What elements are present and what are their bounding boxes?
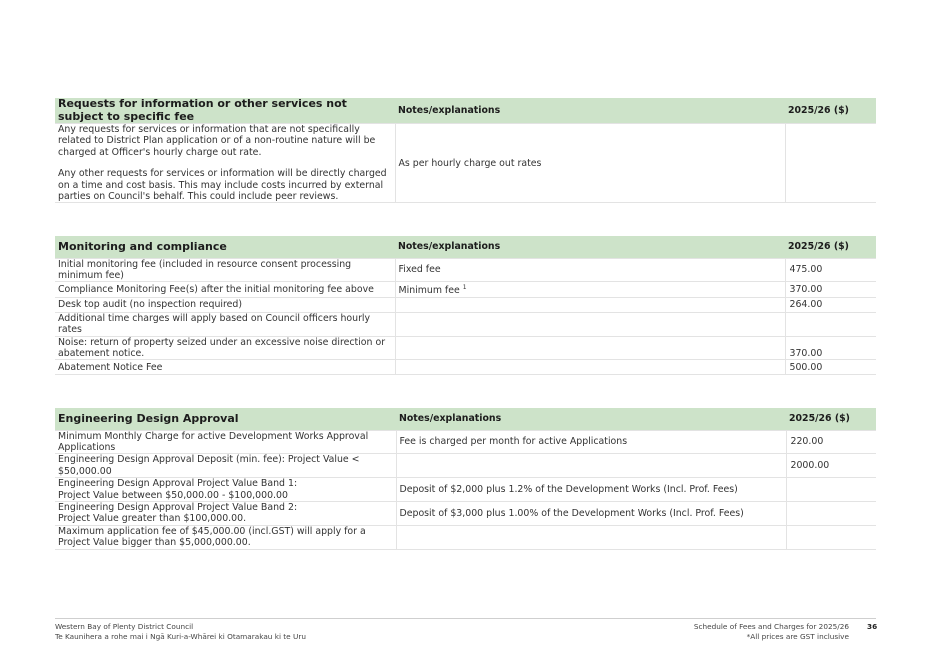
fee-description: Additional time charges will apply based on Council officers hourly rates: [55, 312, 395, 336]
fee-notes: [396, 454, 786, 478]
description-paragraph: Any other requests for services or information will be directly charged on a time and cost basis. This may include costs incurred by external parties on Council's behalf. This could include peer reviews.: [58, 168, 387, 203]
fee-price: 220.00: [786, 430, 876, 454]
org-name: Western Bay of Plenty District Council: [55, 622, 194, 631]
fee-description: [55, 124, 395, 203]
fee-description: [55, 478, 396, 502]
table-row: [55, 297, 876, 312]
fee-description: Compliance Monitoring Fee(s) after the initial monitoring fee above: [55, 282, 395, 298]
table-row: [55, 258, 876, 282]
fee-price: 370.00: [785, 282, 876, 298]
fee-notes: Deposit of $3,000 plus 1.00% of the Development Works (Incl. Prof. Fees): [396, 501, 786, 525]
notes-column-header: Notes/explanations: [395, 98, 785, 124]
fee-notes: Deposit of $2,000 plus 1.2% of the Development Works (Incl. Prof. Fees): [396, 478, 786, 502]
page-number: 36: [867, 622, 878, 631]
fee-notes: Fee is charged per month for active Applications: [396, 430, 786, 454]
fee-notes: [395, 312, 785, 336]
description-line: Engineering Design Approval Project Value Band 1:: [58, 478, 298, 490]
table-row: [55, 454, 876, 478]
footer-document-info: [694, 622, 849, 642]
footer-organisation: [55, 622, 306, 642]
table-row: [55, 478, 876, 502]
notes-column-header: Notes/explanations: [395, 236, 785, 258]
price-column-header: 2025/26 ($): [785, 236, 876, 258]
description-paragraph: Any requests for services or information that are not specifically related to District Plan application or of a non-routine nature will be charged at Officer's hourly charge out rate.: [58, 124, 376, 158]
fee-price: 264.00: [785, 297, 876, 312]
fee-description: Noise: return of property seized under an excessive noise direction or abatement notice.: [55, 336, 395, 360]
price-column-header: 2025/26 ($): [785, 98, 876, 124]
fee-description: [55, 501, 396, 525]
fee-notes: As per hourly charge out rates: [395, 124, 785, 203]
table-row: [55, 525, 876, 549]
table-row: [55, 336, 876, 360]
engineering-design-approval-table: [55, 408, 876, 550]
fee-price: [785, 312, 876, 336]
document-title: Schedule of Fees and Charges for 2025/26: [693, 622, 849, 631]
monitoring-compliance-table: [55, 236, 876, 375]
fee-description: Engineering Design Approval Deposit (min. fee): Project Value < $50,000.00: [55, 454, 396, 478]
requests-fee-table: [55, 98, 876, 203]
fee-notes: [395, 360, 785, 375]
notes-column-header: Notes/explanations: [396, 408, 786, 430]
fee-price: 500.00: [785, 360, 876, 375]
table-row: [55, 360, 876, 375]
footer-divider: [55, 618, 876, 619]
fee-price: 475.00: [785, 258, 876, 282]
fee-price: [786, 478, 876, 502]
fee-notes: [395, 336, 785, 360]
fee-description: Desk top audit (no inspection required): [55, 297, 395, 312]
table-row: [55, 282, 876, 298]
table-title: Requests for information or other services not subject to specific fee: [55, 98, 395, 124]
fee-description: Abatement Notice Fee: [55, 360, 395, 375]
fee-price: [785, 124, 876, 203]
org-name-maori: Te Kaunihera a rohe mai i Ngā Kuri-a-Whārei ki Otamarakau ki te Uru: [55, 632, 306, 641]
table-row: [55, 430, 876, 454]
notes-text: Minimum fee: [398, 285, 460, 297]
table-title: Monitoring and compliance: [55, 236, 395, 258]
fee-notes: [396, 525, 786, 549]
fee-description: Initial monitoring fee (included in resource consent processing minimum fee): [55, 258, 395, 282]
fee-price: [786, 501, 876, 525]
description-line: Project Value greater than $100,000.00.: [58, 513, 247, 525]
fee-notes: Fixed fee: [395, 258, 785, 282]
description-line: Project Value between $50,000.00 - $100,000.00: [58, 489, 288, 501]
fee-notes: [395, 282, 785, 298]
fee-description: Minimum Monthly Charge for active Development Works Approval Applications: [55, 430, 396, 454]
fee-description: Maximum application fee of $45,000.00 (incl.GST) will apply for a Project Value bigger than $5,000,000.00.: [55, 525, 396, 549]
gst-note: *All prices are GST inclusive: [746, 632, 849, 641]
description-line: Engineering Design Approval Project Value Band 2:: [58, 501, 298, 513]
fee-price: 370.00: [785, 336, 876, 360]
fee-notes: [395, 297, 785, 312]
price-column-header: 2025/26 ($): [786, 408, 876, 430]
table-row: [55, 312, 876, 336]
fee-price: 2000.00: [786, 454, 876, 478]
table-title: Engineering Design Approval: [55, 408, 396, 430]
footnote-marker: 1: [462, 284, 467, 292]
table-row: [55, 501, 876, 525]
fee-price: [786, 525, 876, 549]
table-row: [55, 124, 876, 203]
